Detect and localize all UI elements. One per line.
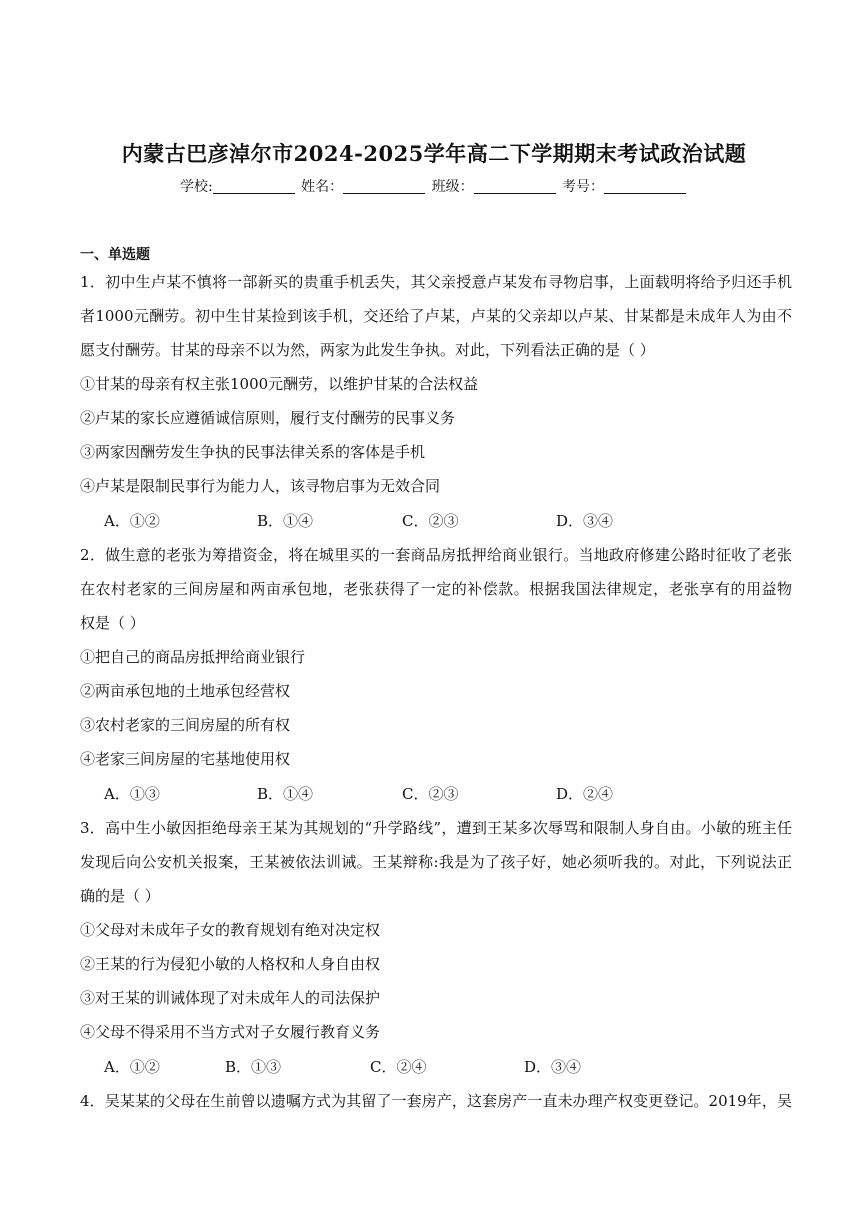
school-blank — [213, 179, 295, 194]
question-1-stem-line: 者1000元酬劳。初中生甘某捡到该手机，交还给了卢某，卢某的父亲却以卢某、甘某都是未成年人为由不 — [80, 307, 792, 325]
class-blank — [474, 179, 556, 194]
question-2-choice: ②两亩承包地的土地承包经营权 — [80, 682, 291, 700]
question-1-stem-line: 1．初中生卢某不慎将一部新买的贵重手机丢失，其父亲授意卢某发布寻物启事，上面载明将给予归还手机 — [80, 273, 792, 291]
option-b: B．①④ — [257, 785, 314, 803]
option-c: C．②③ — [402, 785, 459, 803]
option-d: D．②④ — [556, 785, 614, 803]
name-label: 姓名： — [301, 179, 344, 195]
student-info-row — [0, 176, 868, 196]
question-3-options — [104, 1057, 581, 1077]
question-2-stem-line: 在农村老家的三间房屋和两亩承包地，老张获得了一定的补偿款。根据我国法律规定，老张享有的用益物 — [80, 580, 792, 598]
option-a: A．①② — [104, 1058, 160, 1076]
question-1-choice: ②卢某的家长应遵循诚信原则，履行支付酬劳的民事义务 — [80, 409, 456, 427]
option-a: A．①③ — [104, 785, 160, 803]
class-label: 班级： — [431, 179, 474, 195]
question-2-stem-line: 2．做生意的老张为筹措资金，将在城里买的一套商品房抵押给商业银行。当地政府修建公路时征收了老张 — [80, 546, 792, 564]
question-2-choice: ①把自己的商品房抵押给商业银行 — [80, 648, 306, 666]
option-c: C．②④ — [370, 1058, 427, 1076]
question-3-choice: ①父母对未成年子女的教育规划有绝对决定权 — [80, 921, 381, 939]
question-1-choice: ④卢某是限制民事行为能力人，该寻物启事为无效合同 — [80, 477, 441, 495]
option-b: B．①③ — [225, 1058, 282, 1076]
option-d: D．③④ — [556, 512, 614, 530]
option-d: D．③④ — [524, 1058, 582, 1076]
section-title: 一、单选题 — [80, 247, 150, 263]
question-2-choice: ③农村老家的三间房屋的所有权 — [80, 716, 291, 734]
question-1-options — [104, 511, 613, 531]
question-1-choice: ③两家因酬劳发生争执的民事法律关系的客体是手机 — [80, 443, 426, 461]
question-2-choice: ④老家三间房屋的宅基地使用权 — [80, 750, 291, 768]
exam-number-label: 考号： — [562, 179, 605, 195]
question-3-choice: ③对王某的训诫体现了对未成年人的司法保护 — [80, 989, 381, 1007]
question-3-stem-line: 确的是（ ） — [80, 887, 160, 905]
name-blank — [343, 179, 425, 194]
page-title: 内蒙古巴彦淖尔市2024-2025学年高二下学期期末考试政治试题 — [121, 141, 747, 166]
question-3-choice: ④父母不得采用不当方式对子女履行教育义务 — [80, 1023, 381, 1041]
school-label: 学校: — [179, 179, 213, 195]
question-3-choice: ②王某的行为侵犯小敏的人格权和人身自由权 — [80, 955, 381, 973]
question-2-stem-line: 权是（ ） — [80, 614, 145, 632]
exam-number-blank — [604, 179, 686, 194]
question-1-choice: ①甘某的母亲有权主张1000元酬劳，以维护甘某的合法权益 — [80, 375, 479, 393]
option-c: C．②③ — [402, 512, 459, 530]
option-a: A．①② — [104, 512, 160, 530]
question-1-stem-line: 愿支付酬劳。甘某的母亲不以为然，两家为此发生争执。对此，下列看法正确的是（ ） — [80, 341, 655, 359]
question-2-options — [104, 784, 613, 804]
option-b: B．①④ — [257, 512, 314, 530]
question-3-stem-line: 发现后向公安机关报案，王某被依法训诫。王某辩称:我是为了孩子好，她必须听我的。对此，下列说法正 — [80, 853, 792, 871]
question-3-stem-line: 3．高中生小敏因拒绝母亲王某为其规划的“升学路线”，遭到王某多次辱骂和限制人身自由。小敏的班主任 — [80, 819, 792, 837]
question-4-stem-line: 4．吴某某的父母在生前曾以遗嘱方式为其留了一套房产，这套房产一直未办理产权变更登记。2019年，吴 — [80, 1092, 792, 1110]
